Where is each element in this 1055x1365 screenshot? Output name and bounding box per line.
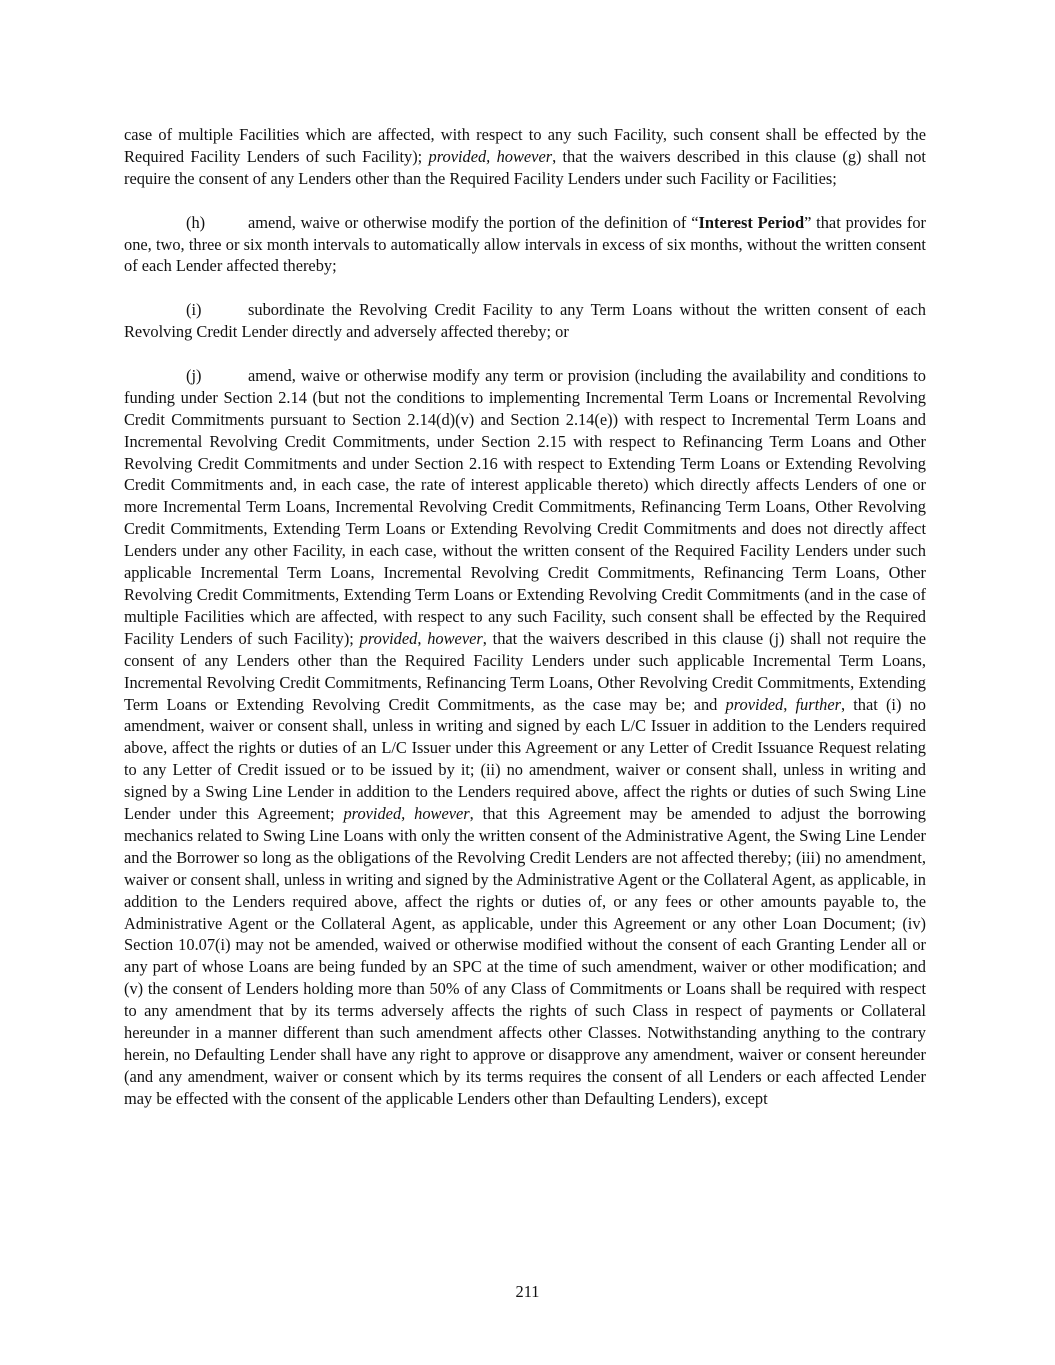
text-run: , (417, 628, 428, 648)
text-run: , (783, 694, 796, 714)
emphasis-text: provided (725, 694, 784, 714)
text-run: amend, waive or otherwise modify the portion of the definition of “ (248, 212, 699, 232)
document-body (124, 124, 926, 1132)
emphasis-text: provided, however (428, 146, 553, 166)
page-number: 211 (515, 1282, 540, 1301)
emphasis-text: provided (359, 628, 418, 648)
text-run: , that the waivers described in this clause (j) shall not require the consent of any Lenders other than the Required Facility Lenders under such applicable Incremental Term Loans, Incremental Revolving Credit Commitments, Refinancing Term Loans, Other Revolving Credit Commitments, Extending Term Loans or Extending Revolving Credit Commitments, as the case may be; and (124, 628, 927, 714)
emphasis-text: further (795, 694, 841, 714)
clause-label: (i) (186, 300, 202, 320)
emphasis-text: however (427, 628, 483, 648)
paragraph-clause-i (124, 299, 926, 343)
text-run: case of multiple Facilities which are affected, with respect to any such Facility, such consent shall be effected by the Required Facility Lenders of such Facility); (124, 125, 926, 166)
text-run: subordinate the Revolving Credit Facility to any Term Loans without the written consent of each Revolving Credit Lender directly and adversely affected thereby; or (124, 300, 926, 342)
text-run: ” that provides for one, two, three or six month intervals to automatically allow intervals in excess of six months, without the written consent of each Lender affected thereby; (124, 212, 926, 276)
text-run: , that (i) no amendment, waiver or consent shall, unless in writing and signed by each L/C Issuer in addition to the Lenders required above, affect the rights or duties of an L/C Issuer under this Agreement or any Letter of Credit Issuance Request relating to any Letter of Credit issued or to be issued by it; (ii) no amendment, waiver or consent shall, unless in writing and signed by a Swing Line Lender in addition to the Lenders required above, affect the rights or duties of such Swing Line Lender under this Agreement; (124, 694, 926, 824)
clause-label: (j) (186, 365, 202, 385)
clause-label: (h) (186, 212, 206, 232)
text-run: , that the waivers described in this clause (g) shall not require the consent of any Lenders other than the Required Facility Lenders under such Facility or Facilities; (124, 146, 926, 188)
text-run: amend, waive or otherwise modify any term or provision (including the availability and conditions to funding under Section 2.14 (but not the conditions to implementing Incremental Term Loans or Incremental Revolving Credit Commitments pursuant to Section 2.14(d)(v) and Section 2.14(e)) with respect to Incremental Term Loans and Incremental Revolving Credit Commitments, under Section 2.15 with respect to Refinancing Term Loans and Other Revolving Credit Commitments and under Section 2.16 with respect to Extending Term Loans or Extending Revolving Credit Commitments and, in each case, the rate of interest applicable thereto) which directly affects Lenders of one or more Incremental Term Loans, Incremental Revolving Credit Commitments, Refinancing Term Loans, Other Revolving Credit Commitments, Extending Term Loans or Extending Revolving Credit Commitments and does not directly affect Lenders under any other Facility, in each case, without the written consent of the Required Facility Lenders under such applicable Incremental Term Loans, Incremental Revolving Credit Commitments, Refinancing Term Loans, Other Revolving Credit Commitments, Extending Term Loans or Extending Revolving Credit Commitments (and in the case of multiple Facilities which are affected, with respect to any such Facility, such consent shall be effected by the Required Facility Lenders of such Facility); (124, 365, 926, 648)
paragraph-continuation (124, 124, 926, 190)
paragraph-clause-j (124, 365, 926, 1110)
emphasis-text: provided, however (343, 804, 470, 824)
defined-term: Interest Period (698, 212, 805, 232)
paragraph-clause-h (124, 212, 926, 278)
text-run: , that this Agreement may be amended to adjust the borrowing mechanics related to Swing Line Loans with only the written consent of the Administrative Agent, the Swing Line Lender and the Borrower so long as the obligations of the Revolving Credit Lenders are not affected thereby; (iii) no amendment, waiver or consent shall, unless in writing and signed by the Administrative Agent or the Collateral Agent, as applicable, in addition to the Lenders required above, affect the rights or duties of, or any fees or other amounts payable to, the Administrative Agent or the Collateral Agent, as applicable, under this Agreement or any other Loan Document; (iv) Section 10.07(i) may not be amended, waived or otherwise modified without the consent of each Granting Lender all or any part of whose Loans are being funded by an SPC at the time of such amendment, waiver or other modification; and (v) the consent of Lenders holding more than 50% of any Class of Commitments or Loans shall be required with respect to any amendment that by its terms adversely affects the rights of such Class in respect of payments or Collateral hereunder in a manner different than such amendment affects other Classes. Notwithstanding anything to the contrary herein, no Defaulting Lender shall have any right to approve or disapprove any amendment, waiver or consent hereunder (and any amendment, waiver or consent which by its terms requires the consent of all Lenders or each affected Lender may be effected with the consent of the applicable Lenders other than Defaulting Lenders), except (124, 804, 926, 1108)
